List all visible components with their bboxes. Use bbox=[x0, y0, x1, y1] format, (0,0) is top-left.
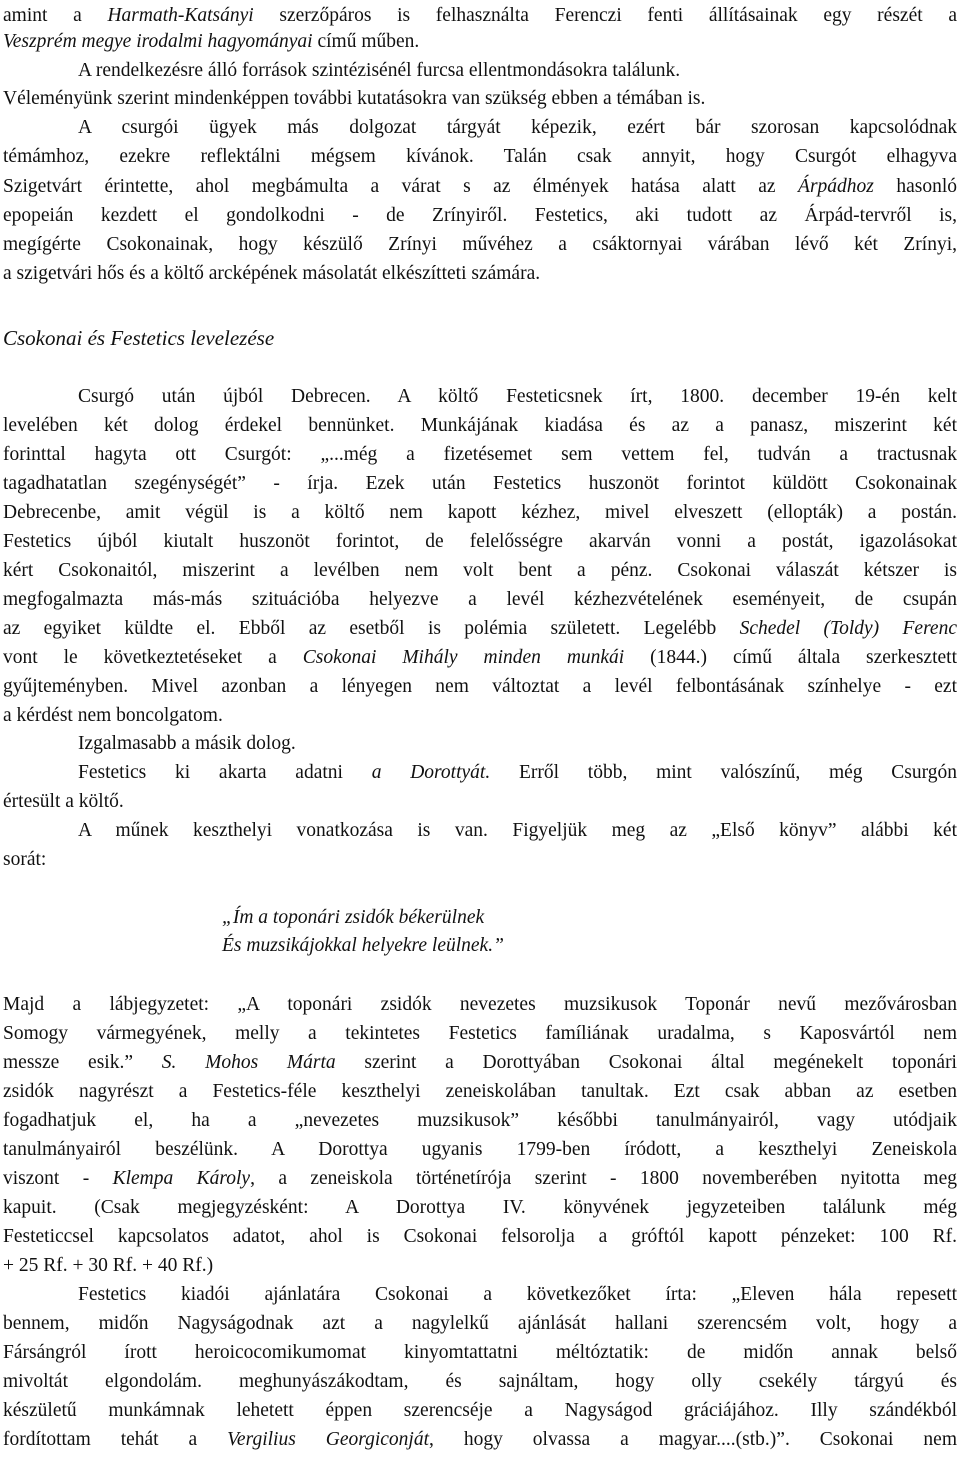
text-run: messze esik.” bbox=[3, 1052, 162, 1073]
text-run: a kérdést nem boncolgatom. bbox=[3, 705, 223, 726]
text-run: kért Csokonaitól, miszerint a levélben nem volt bent a pénz. Csokonai válaszát kétszer is bbox=[3, 560, 957, 581]
text-line bbox=[3, 587, 957, 613]
text-line bbox=[3, 1137, 957, 1163]
text-run: hasonló bbox=[873, 176, 957, 197]
text-line bbox=[3, 1224, 957, 1250]
text-line bbox=[3, 847, 957, 873]
text-run: Debrecenbe, amit végül is a költő nem kapott kézhez, mivel elveszett (ellopták) a postán. bbox=[3, 502, 957, 523]
italic-text-run: Vergilius Georgiconját bbox=[227, 1429, 430, 1450]
text-run: A csurgói ügyek más dolgozat tárgyát képezik, ezért bár szorosan kapcsolódnak bbox=[78, 117, 957, 138]
text-run: bennem, midőn Nagyságodnak azt a nagylelkű ajánlását hallani szerencsém volt, hogy a bbox=[3, 1313, 957, 1334]
italic-text-run: S. Mohos Márta bbox=[161, 1052, 336, 1073]
text-line bbox=[3, 1021, 957, 1047]
text-run: az egyiket küldte el. Ebből az esetből is polémia született. Legelébb bbox=[3, 618, 740, 639]
text-line bbox=[3, 645, 957, 671]
text-line bbox=[3, 674, 957, 700]
text-run: + 25 Rf. + 30 Rf. + 40 Rf.) bbox=[3, 1255, 214, 1276]
text-run: tanulmányairól beszélünk. A Dorottya ugyanis 1799-ben íródott, a keszthelyi Zeneiskola bbox=[3, 1139, 957, 1160]
text-line bbox=[3, 1166, 957, 1192]
text-run: szerzőpáros is felhasználta Ferenczi fenti állításainak egy részét a bbox=[253, 5, 957, 26]
italic-text-run: Veszprém megye irodalmi hagyományai bbox=[3, 31, 313, 52]
text-run: megígérte Csokonainak, hogy készülő Zrínyi művéhez a csáktornyai várában lévő két Zrínyi, bbox=[3, 234, 957, 255]
text-line bbox=[3, 529, 957, 555]
text-line bbox=[78, 760, 957, 786]
text-line bbox=[3, 703, 957, 729]
text-line bbox=[3, 1398, 957, 1424]
text-run: tagadhatatlan szegénységét” - írja. Ezek után Festetics huszonöt forintot küldött Csokonainak bbox=[3, 473, 957, 494]
text-run: , a zeneiskola történetírója szerint - 1800 novemberében nyitotta meg bbox=[250, 1168, 957, 1189]
text-line bbox=[3, 232, 957, 258]
text-run: forinttal hagyta ott Csurgót: „...még a fizetésemet sem vettem fel, tudván a tractusnak bbox=[3, 444, 957, 465]
text-line bbox=[3, 500, 957, 526]
section-heading bbox=[3, 325, 957, 351]
text-run: gyűjteményben. Mivel azonban a lényegen nem változtat a levél felbontásának színhelye - ezt bbox=[3, 676, 957, 697]
text-run: levelében két dolog érdekel bennünket. Munkájának kiadása és az a panasz, miszerint két bbox=[3, 415, 957, 436]
text-run: vont le következtetéseket a bbox=[3, 647, 303, 668]
text-run: A műnek keszthelyi vonatkozása is van. Figyeljük meg az „Első könyv” alábbi két bbox=[78, 820, 957, 841]
text-line bbox=[3, 616, 957, 642]
italic-text-run: És muzsikájokkal helyekre leülnek.” bbox=[222, 935, 504, 956]
text-line bbox=[78, 115, 957, 141]
text-run: készületű munkámnak lehetett éppen szerencséje a Nagyságod gráciájához. Illy szándékból bbox=[3, 1400, 957, 1421]
poem-line bbox=[222, 905, 822, 931]
text-line bbox=[3, 1369, 957, 1395]
text-line bbox=[78, 58, 957, 84]
italic-text-run: Harmath-Katsányi bbox=[107, 5, 254, 26]
text-line bbox=[78, 1282, 957, 1308]
text-line bbox=[3, 1340, 957, 1366]
text-line bbox=[3, 1253, 957, 1279]
text-run: kapuit. (Csak megjegyzésként: A Dorottya IV. könyvének jegyzeteiben találunk még bbox=[3, 1197, 957, 1218]
text-line bbox=[3, 29, 957, 55]
text-run: , hogy olvassa a magyar....(stb.)”. Csokonai nem bbox=[429, 1429, 957, 1450]
text-line bbox=[3, 203, 957, 229]
text-line bbox=[3, 558, 957, 584]
text-run: viszont - bbox=[3, 1168, 113, 1189]
text-line bbox=[3, 471, 957, 497]
text-run: a szigetvári hős és a költő arcképének másolatát elkészítteti számára. bbox=[3, 263, 541, 284]
text-run: Csurgó után újból Debrecen. A költő Festeticsnek írt, 1800. december 19-én kelt bbox=[78, 386, 957, 407]
text-run: megfogalmazta más-más szituációba helyezve a levél kézhezvételének eseményeit, de csupán bbox=[3, 589, 957, 610]
text-run: zsidók nagyrészt a Festetics-féle keszthelyi zeneiskolában tanultak. Ezt csak abban az esetben bbox=[3, 1081, 957, 1102]
text-run: sorát: bbox=[3, 849, 47, 870]
italic-text-run: Árpádhoz bbox=[798, 176, 874, 197]
italic-text-run: Schedel (Toldy) Ferenc bbox=[739, 618, 957, 639]
text-run: Fársángról írott heroicocomikumomat kinyomtattatni méltóztatik: de midőn annak belső bbox=[3, 1342, 957, 1363]
text-line bbox=[3, 992, 957, 1018]
text-run: A rendelkezésre álló források szintézisénél furcsa ellentmondásokra találunk. bbox=[78, 60, 681, 81]
text-line bbox=[78, 384, 957, 410]
text-run: Véleményünk szerint mindenképpen további kutatásokra van szükség ebben a témában is. bbox=[3, 88, 706, 109]
text-run: Festetics kiadói ajánlatára Csokonai a következőket írta: „Eleven hála repesett bbox=[78, 1284, 957, 1305]
text-run: Festetics ki akarta adatni bbox=[78, 762, 372, 783]
italic-text-run: Klempa Károly bbox=[112, 1168, 251, 1189]
text-run: (1844.) című általa szerkesztett bbox=[624, 647, 957, 668]
text-line bbox=[3, 1079, 957, 1105]
poem-line bbox=[222, 933, 822, 959]
text-run: szerint a Dorottyában Csokonai által megénekelt toponári bbox=[335, 1052, 957, 1073]
text-line bbox=[3, 789, 957, 815]
text-run: Somogy vármegyének, melly a tekintetes Festetics famíliának uradalma, s Kaposvártól nem bbox=[3, 1023, 957, 1044]
text-run: Festeticcsel kapcsolatos adatot, ahol is Csokonai felsorolja a gróftól kapott pénzeket: 100 Rf. bbox=[3, 1226, 957, 1247]
text-run: fogadhatjuk el, ha a „nevezetes muzsikusok” későbbi tanulmányairól, vagy utódjaik bbox=[3, 1110, 957, 1131]
text-run: Szigetvárt érintette, ahol megbámulta a várat s az élmények hatása alatt az bbox=[3, 176, 799, 197]
text-line bbox=[3, 261, 957, 287]
text-line bbox=[3, 1050, 957, 1076]
text-run: amint a bbox=[3, 5, 108, 26]
text-line bbox=[3, 86, 957, 112]
text-run: mivoltát elgondolám. meghunyászákodtam, és sajnáltam, hogy olly csekély tárgyú és bbox=[3, 1371, 957, 1392]
text-run: Festetics újból kiutalt huszonöt forintot, de felelősségre akarván vonni a postát, igazolásokat bbox=[3, 531, 957, 552]
text-run: témámhoz, ezekre reflektálni mégsem kívánok. Talán csak annyit, hogy Csurgót elhagyva bbox=[3, 146, 957, 167]
text-run: értesült a költő. bbox=[3, 791, 124, 812]
italic-text-run: „Ím a toponári zsidók békerülnek bbox=[222, 907, 485, 928]
text-line bbox=[3, 1108, 957, 1134]
text-run: Majd a lábjegyzetet: „A toponári zsidók nevezetes muzsikusok Toponár nevű mezővárosban bbox=[3, 994, 957, 1015]
text-line bbox=[3, 3, 957, 29]
text-line bbox=[3, 1311, 957, 1337]
text-line bbox=[3, 144, 957, 170]
italic-text-run: Csokonai Mihály minden munkái bbox=[302, 647, 625, 668]
text-line bbox=[3, 442, 957, 468]
text-run: fordítottam tehát a bbox=[3, 1429, 228, 1450]
text-line bbox=[3, 1427, 957, 1453]
text-line bbox=[78, 818, 957, 844]
text-line bbox=[3, 1195, 957, 1221]
text-line bbox=[78, 731, 957, 757]
text-line bbox=[3, 174, 957, 200]
text-run: Csokonai és Festetics levelezése bbox=[3, 326, 275, 350]
text-run: epopeián kezdett el gondolkodni - de Zrínyiről. Festetics, aki tudott az Árpád-tervről is, bbox=[3, 205, 957, 226]
text-line bbox=[3, 413, 957, 439]
text-run: című műben. bbox=[312, 31, 420, 52]
italic-text-run: a Dorottyát. bbox=[371, 762, 491, 783]
text-run: Erről több, mint valószínű, még Csurgón bbox=[490, 762, 958, 783]
text-run: Izgalmasabb a másik dolog. bbox=[78, 733, 296, 754]
